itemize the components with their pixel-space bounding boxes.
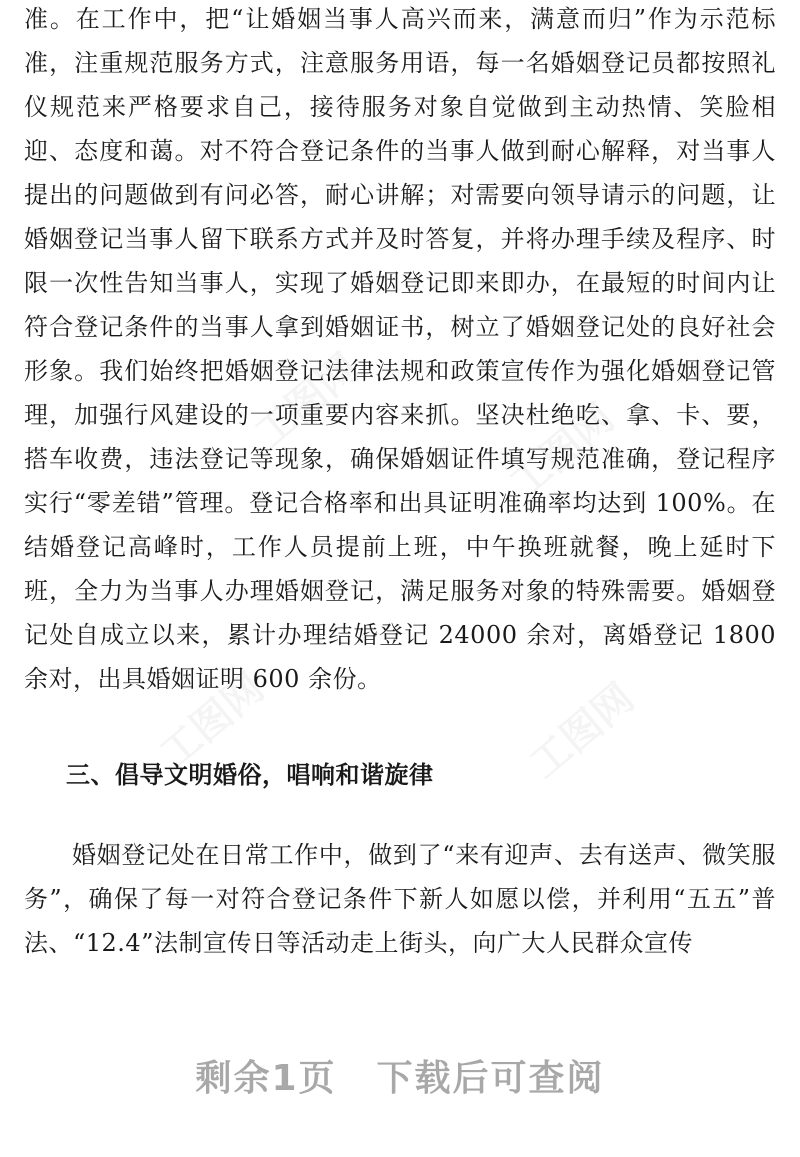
section-heading: 三、倡导文明婚俗，唱响和谐旋律: [66, 760, 434, 789]
remaining-pages-label[interactable]: 剩余1页: [195, 1058, 337, 1099]
download-to-view-label[interactable]: 下载后可查阅: [376, 1058, 605, 1099]
body-paragraph: 婚姻登记处在日常工作中，做到了“来有迎声、去有送声、微笑服务”，确保了每一对符合登记条件下新人如愿以偿，并利用“五五”普法、“12.4”法制宣传日等活动走上街头，向广大人民群众宣传: [24, 841, 776, 957]
body-paragraph: 准。在工作中，把“让婚姻当事人高兴而来，满意而归”作为示范标准，注重规范服务方式，注意服务用语，每一名婚姻登记员都按照礼仪规范来严格要求自己，接待服务对象自觉做到主动热情、笑脸相迎、态度和蔼。对不符合登记条件的当事人做到耐心解释，对当事人提出的问题做到有问必答，耐心讲解；对需要向领导请示的问题，让婚姻登记当事人留下联系方式并及时答复，并将办理手续及程序、时限一次性告知当事人，实现了婚姻登记即来即办，在最短的时间内让符合登记条件的当事人拿到婚姻证书，树立了婚姻登记处的良好社会形象。我们始终把婚姻登记法律法规和政策宣传作为强化婚姻登记管理，加强行风建设的一项重要内容来抓。坚决杜绝吃、拿、卡、要，搭车收费，违法登记等现象，确保婚姻证件填写规范准确，登记程序实行“零差错”管理。登记合格率和出具证明准确率均达到 100%。在结婚登记高峰时，工作人员提前上班，中午换班就餐，晚上延时下班，全力为当事人办理婚姻登记，满足服务对象的特殊需要。婚姻登记处自成立以来，累计办理结婚登记 24000 余对，离婚登记 1800 余对，出具婚姻证明 600 余份。: [24, 5, 776, 693]
download-prompt-banner[interactable]: [0, 1050, 800, 1101]
